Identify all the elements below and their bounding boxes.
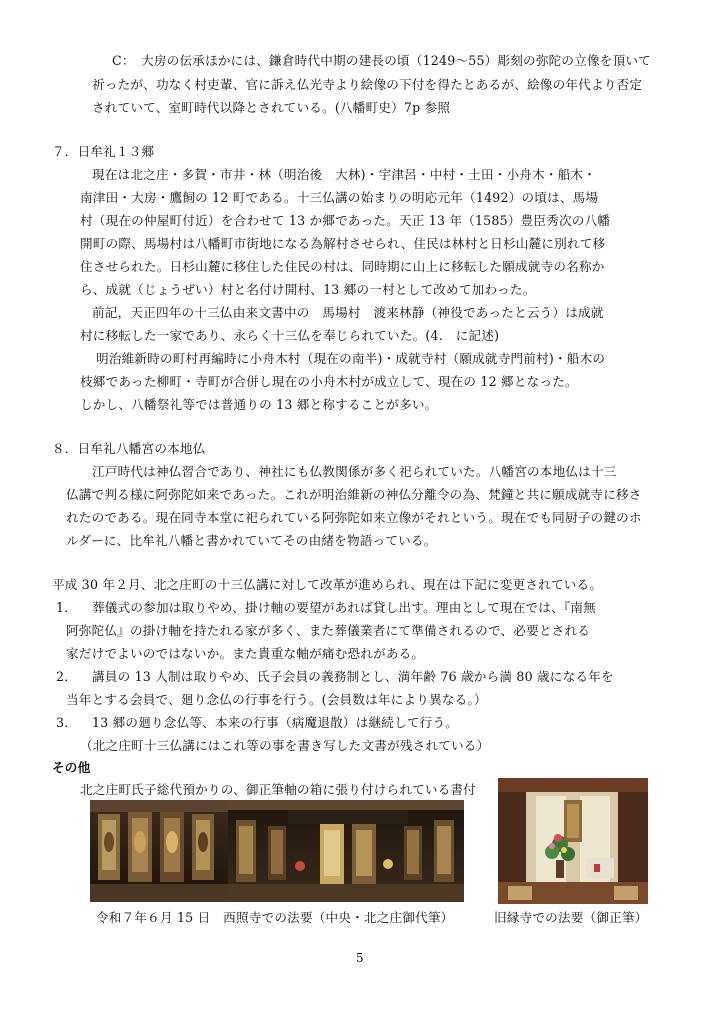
section-7-line: 村（現在の仲屋町付近）を合わせて 13 か郷であった。天正 13 年（1585）豊臣秀次の八幡 (80, 213, 611, 228)
section-8-line: 江戸時代は神仏習合であり、神社にも仏教関係が多く祀られていた。八幡宮の本地仏は十三 (92, 464, 617, 479)
section-7-line: 枝郷であった柳町・寺町が合併し現在の小舟木村が成立して、現在の 12 郷となった。 (80, 374, 578, 389)
section-c-line: 祈ったが、功なく村吏輩、官に訴え仏光寺より絵像の下付を得たとあるが、絵像の年代より否定 (92, 77, 643, 92)
section-c-line: C： 大房の伝承ほかには、鎌倉時代中期の建長の頃（1249～55）彫刻の弥陀の立像を頂いて (112, 53, 651, 68)
reform-item-line: 当年とする会員で、廻り念仏の行事を行う。(会員数は年により異なる。） (66, 692, 487, 707)
reform-item-number: 3． (56, 715, 78, 730)
reform-item-line: 13 郷の廻り念仏等、本来の行事（病魔退散）は継続して行う。 (92, 715, 459, 730)
section-8-line: れたのである。現在同寺本堂に祀られている阿弥陀如来立像がそれという。現在でも同厨子の鍵のホ (66, 510, 642, 525)
reform-item-number: 2． (56, 669, 78, 684)
reform-intro: 平成 30 年２月、北之庄町の十三仏講に対して改革が進められ、現在は下記に変更されている。 (52, 577, 603, 592)
section-7-line: 開町の際、馬場村は八幡町市街地になる為解村させられ、住民は林村と日杉山麓に別れて移 (80, 236, 606, 251)
section-7-line: 村に移転した一家であり、永らく十三仏を奉じられていた。(4. に記述) (80, 328, 500, 343)
section-8-line: 仏講で判る様に阿弥陀如来であった。これが明治維新の神仏分離令の為、梵鐘と共に願成就寺に移さ (66, 487, 642, 502)
other-heading: その他 (52, 760, 91, 775)
page-number: 5 (356, 951, 364, 965)
other-line: 北之庄町氏子総代預かりの、御正筆軸の箱に張り付けられている書付 (80, 782, 477, 797)
reform-note: （北之庄町十三仏講にはこれ等の事を書き写した文書が残されている） (80, 738, 490, 753)
reform-item-number: 1． (56, 600, 78, 615)
section-c-line: されていて、室町時代以降とされている。(八幡町史）7p 参照 (92, 100, 451, 115)
photo-hanging-scrolls (90, 800, 228, 902)
section-7-line: 現在は北之庄・多賀・市井・林（明治後 大林)・宇津呂・中村・土田・小舟木・船木・ (92, 167, 597, 182)
reform-item-line: 講員の 13 人制は取りやめ、氏子会員の義務制とし、満年齢 76 歳から満 80 歳になる年を (92, 669, 614, 684)
section-7-line: 明治維新時の町村再編時に小舟木村（現在の南半)・成就寺村（願成就寺門前村)・船木の (96, 351, 606, 366)
photo-caption-left: 令和７年６月 15 日 西照寺での法要（中央・北之庄御代筆） (96, 910, 454, 925)
section-8-line: ルダーに、比牟礼八幡と書かれていてその由緒を物語っている。 (66, 533, 437, 548)
photo-temple-hall (228, 800, 464, 902)
reform-item-line: 阿弥陀仏』の掛け軸を持たれる家が多く、また葬儀業者にて準備されるので、必要とされる (66, 623, 591, 638)
section-7-line: 住させられた。日杉山麓に移住した住民の村は、同時期に山上に移転した願成就寺の名称か (80, 259, 605, 274)
section-7-line: 前記，天正四年の十三仏由来文書中の 馬場村 渡来林静（神役であったと云う）は成就 (92, 305, 604, 320)
reform-item-line: 葬儀式の参加は取りやめ、掛け軸の要望があれば貸し出す。理由として現在では、『南無 (92, 600, 596, 615)
photo-caption-right: 旧縁寺での法要（御正筆） (494, 910, 648, 925)
section-7-line: 南津田・大房・鷹飼の 12 町である。十三仏講の始まりの明応元年（1492）の頃は、馬場 (80, 190, 599, 205)
section-8-heading: ８．日牟礼八幡宮の本地仏 (52, 441, 206, 456)
section-7-line: しかし、八幡祭礼等では普通りの 13 郷と称することが多い。 (80, 397, 438, 412)
section-7-line: ら、成就（じょうぜい）村と名付け開村、13 郷の一村として改めて加わった。 (80, 282, 536, 297)
reform-item-line: 家だけでよいのではないか。また貴重な軸が痛む恐れがある。 (66, 646, 425, 661)
section-7-heading: ７．日牟礼１３郷 (52, 144, 155, 159)
photo-altar-flowers (498, 778, 648, 904)
